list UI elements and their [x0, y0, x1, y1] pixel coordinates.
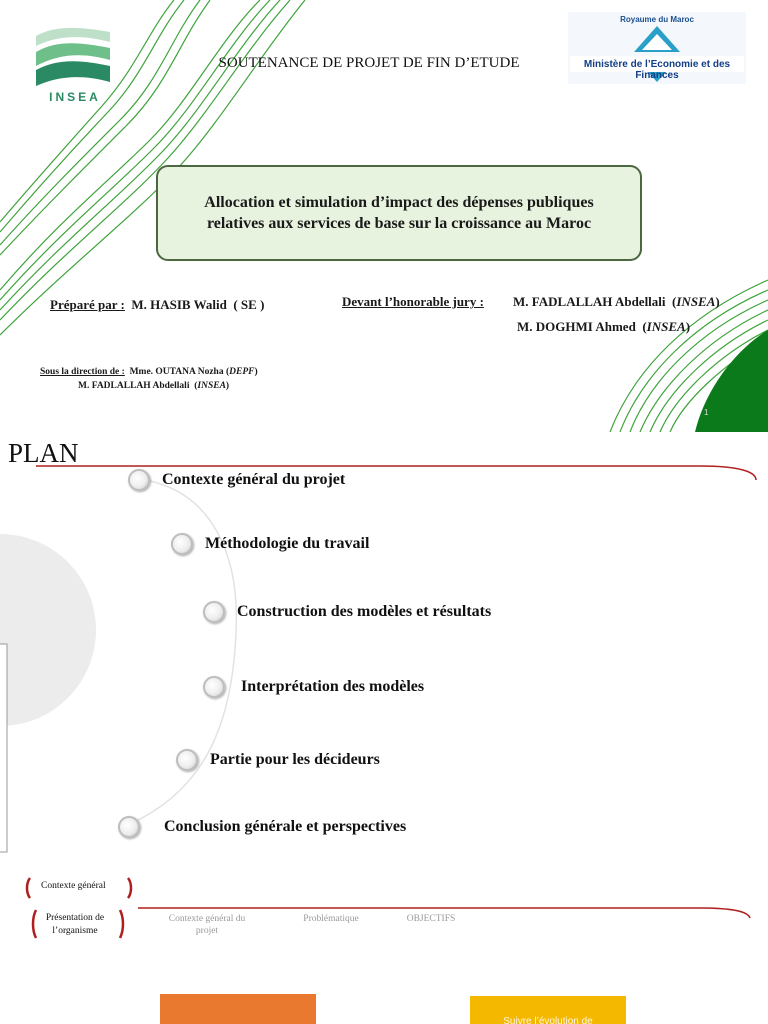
- direction-line: M. FADLALLAH Abdellali (INSEA): [78, 381, 230, 391]
- plan-item: Partie pour les décideurs: [176, 749, 380, 771]
- bullet-circle-icon: [203, 676, 225, 698]
- plan-item: Construction des modèles et résultats: [203, 601, 491, 623]
- title-slide: [0, 0, 768, 432]
- plan-slide: [0, 432, 768, 1024]
- plan-item: Méthodologie du travail: [171, 533, 369, 555]
- prepared-by-line: [50, 297, 264, 313]
- insea-logo-text: INSEA: [49, 90, 101, 104]
- orange-box: [160, 994, 316, 1024]
- direction-line: Sous la direction de : Mme. OUTANA Nozha (DEPF): [40, 367, 258, 377]
- nav-contexte-projet[interactable]: Contexte général du projet: [168, 914, 246, 936]
- plan-item: Interprétation des modèles: [203, 676, 424, 698]
- header-title: SOUTENANCE DE PROJET DE FIN D’ETUDE: [218, 55, 520, 71]
- nav-problematique[interactable]: Problématique: [303, 914, 359, 924]
- direction-label: Sous la direction de :: [40, 367, 125, 377]
- nav-section-contexte[interactable]: Contexte général: [41, 881, 106, 891]
- prepared-by-suffix: ( SE ): [233, 297, 265, 312]
- plan-item: Contexte général du projet: [128, 469, 345, 491]
- yellow-box-text: Suivre l’évolution de: [503, 1016, 593, 1024]
- bullet-circle-icon: [118, 816, 140, 838]
- plan-decoration: [0, 432, 768, 1024]
- prepared-by-name: M. HASIB Walid: [131, 297, 227, 312]
- jury-member: M. FADLALLAH Abdellali (INSEA): [513, 294, 720, 309]
- bullet-circle-icon: [128, 469, 150, 491]
- project-title-box: [156, 165, 642, 261]
- bullet-circle-icon: [203, 601, 225, 623]
- jury-label: Devant l’honorable jury :: [342, 294, 484, 309]
- nav-presentation-organisme[interactable]: Présentation de l’organisme: [45, 913, 105, 936]
- ministry-kingdom-text: Royaume du Maroc: [620, 15, 694, 24]
- bullet-circle-icon: [171, 533, 193, 555]
- prepared-by-label: Préparé par :: [50, 297, 125, 312]
- ministry-name-text: Ministère de l’Economie et des Finances: [583, 59, 731, 81]
- bullet-circle-icon: [176, 749, 198, 771]
- nav-objectifs[interactable]: OBJECTIFS: [406, 914, 456, 924]
- project-title: Allocation et simulation d’impact des dépenses publiques relatives aux services de base sur la croissance au Maroc: [204, 194, 594, 232]
- plan-item: Conclusion générale et perspectives: [118, 816, 406, 838]
- jury-member: M. DOGHMI Ahmed (INSEA): [517, 319, 691, 334]
- page-number: 1: [704, 408, 709, 417]
- plan-title: PLAN: [8, 438, 79, 468]
